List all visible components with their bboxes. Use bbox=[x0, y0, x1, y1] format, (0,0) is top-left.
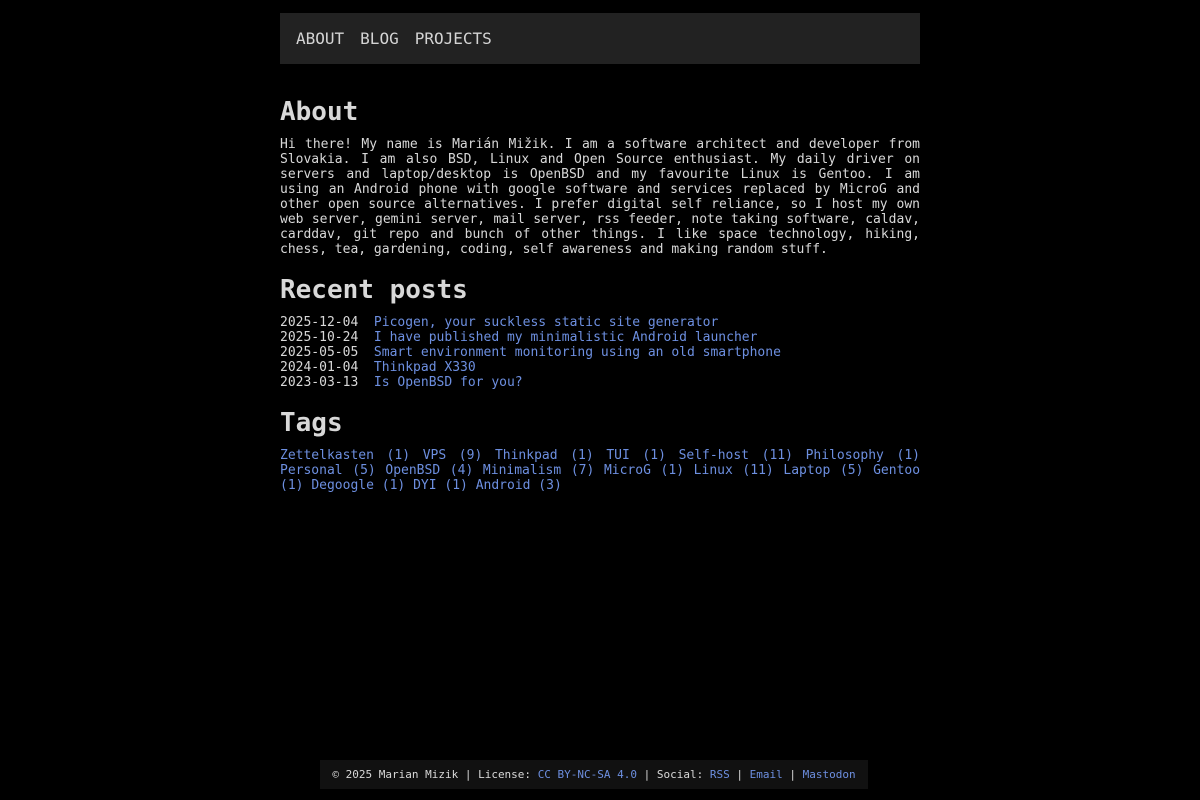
tags-list bbox=[280, 448, 920, 493]
post-date: 2025-12-04 bbox=[280, 315, 367, 330]
post-date: 2024-01-04 bbox=[280, 360, 367, 375]
tag-link[interactable]: Linux (11) bbox=[693, 463, 774, 478]
tag-link[interactable]: Android (3) bbox=[475, 478, 562, 493]
about-heading: About bbox=[280, 97, 359, 127]
recent-posts-heading: Recent posts bbox=[280, 275, 468, 305]
tag-link[interactable]: Self-host (11) bbox=[678, 448, 793, 463]
post-item bbox=[280, 360, 920, 375]
email-link[interactable]: Email bbox=[749, 768, 783, 781]
post-item bbox=[280, 345, 920, 360]
recent-posts-list bbox=[280, 315, 920, 390]
site-footer bbox=[320, 760, 868, 789]
footer-social-label: | Social: bbox=[637, 768, 710, 781]
license-link[interactable]: CC BY-NC-SA 4.0 bbox=[537, 768, 638, 781]
tag-link[interactable]: Zettelkasten (1) bbox=[280, 448, 411, 463]
tags-heading: Tags bbox=[280, 408, 343, 438]
tag-link[interactable]: TUI (1) bbox=[606, 448, 666, 463]
post-link[interactable]: Thinkpad X330 bbox=[373, 360, 476, 375]
mastodon-link[interactable]: Mastodon bbox=[802, 768, 856, 781]
post-link[interactable]: I have published my minimalistic Android launcher bbox=[373, 330, 758, 345]
tag-link[interactable]: MicroG (1) bbox=[603, 463, 685, 478]
post-link[interactable]: Is OpenBSD for you? bbox=[373, 375, 523, 390]
about-paragraph: Hi there! My name is Marián Mižik. I am a software architect and developer from Slovakia. I am also BSD, Linux and Open Source enthusiast. My daily driver on servers and laptop/desktop is OpenBSD and my favourite Linux is Gentoo. I am using an Android phone with google software and services replaced by MicroG and other open source alternatives. I prefer digital self reliance, so I host my own web server, gemini server, mail server, rss feeder, note taking software, caldav, carddav, git repo and bunch of other things. I like space technology, hiking, chess, tea, gardening, coding, self awareness and making random stuff. bbox=[280, 137, 920, 257]
nav-about-link[interactable]: ABOUT bbox=[296, 29, 345, 48]
footer-copyright: © 2025 Marian Mizik | License: bbox=[332, 768, 538, 781]
tag-link[interactable]: Philosophy (1) bbox=[805, 448, 920, 463]
tag-link[interactable]: Personal (5) bbox=[280, 463, 376, 478]
top-nav bbox=[280, 13, 920, 64]
rss-link[interactable]: RSS bbox=[709, 768, 730, 781]
post-item bbox=[280, 375, 920, 390]
tag-link[interactable]: Thinkpad (1) bbox=[494, 448, 594, 463]
post-date: 2025-05-05 bbox=[280, 345, 367, 360]
tag-link[interactable]: DYI (1) bbox=[413, 478, 468, 493]
page-container bbox=[280, 13, 920, 493]
post-link[interactable]: Smart environment monitoring using an old smartphone bbox=[373, 345, 781, 360]
footer-separator: | bbox=[782, 768, 803, 781]
tag-link[interactable]: Degoogle (1) bbox=[311, 478, 406, 493]
post-date: 2025-10-24 bbox=[280, 330, 367, 345]
nav-blog-link[interactable]: BLOG bbox=[360, 29, 399, 48]
post-link[interactable]: Picogen, your suckless static site generator bbox=[373, 315, 719, 330]
post-item bbox=[280, 315, 920, 330]
post-item bbox=[280, 330, 920, 345]
footer-separator: | bbox=[729, 768, 750, 781]
post-date: 2023-03-13 bbox=[280, 375, 367, 390]
tag-link[interactable]: OpenBSD (4) bbox=[385, 463, 474, 478]
tag-link[interactable]: Gentoo (1) bbox=[280, 463, 921, 493]
tag-link[interactable]: VPS (9) bbox=[422, 448, 483, 463]
tag-link[interactable]: Laptop (5) bbox=[783, 463, 864, 478]
nav-projects-link[interactable]: PROJECTS bbox=[414, 29, 492, 48]
tag-link[interactable]: Minimalism (7) bbox=[482, 463, 595, 478]
